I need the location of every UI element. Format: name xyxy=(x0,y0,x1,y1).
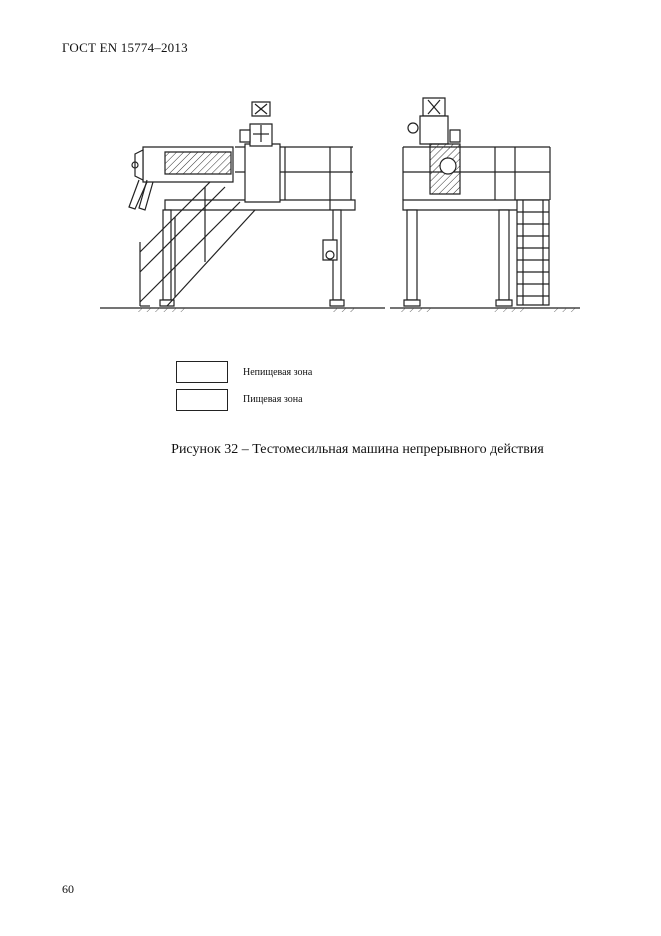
side-view xyxy=(100,102,385,312)
page-number: 60 xyxy=(62,882,74,896)
dough-mixer-drawing xyxy=(95,92,585,322)
food-zone-swatch xyxy=(176,389,228,411)
nonfood-zone-label: Непищевая зона xyxy=(243,367,313,378)
figure-caption: Рисунок 32 – Тестомесильная машина непрерывного действия xyxy=(171,442,544,457)
front-view xyxy=(390,98,580,312)
nonfood-zone-swatch xyxy=(176,361,228,383)
document-header: ГОСТ EN 15774–2013 xyxy=(62,40,188,55)
food-zone-label: Пищевая зона xyxy=(243,394,303,405)
